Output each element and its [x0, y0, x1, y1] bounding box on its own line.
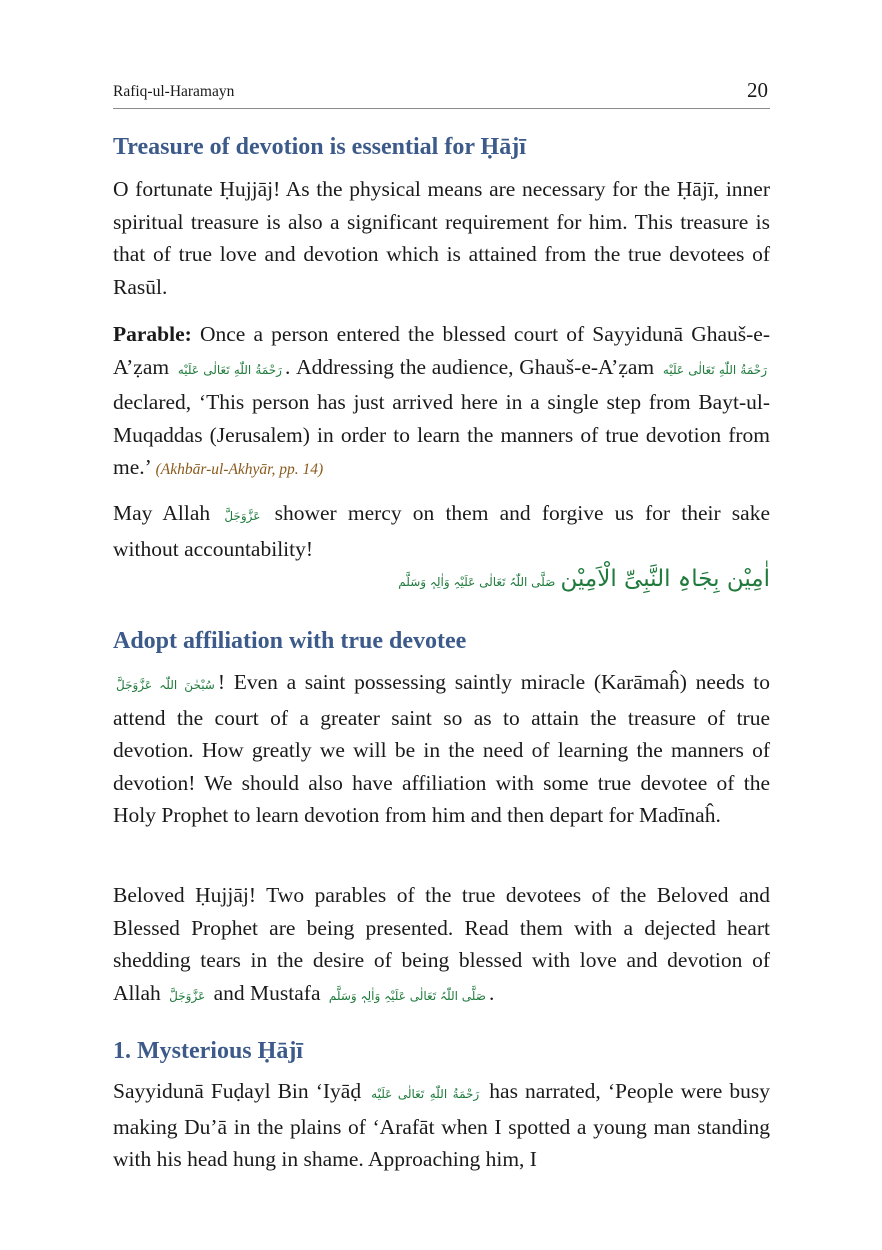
dua-ameen-text: اٰمِیْن بِجَاہِ النَّبِیِّ الْاَمِیْن	[560, 566, 770, 592]
honorific-salawat: صَلَّی اللّٰہُ تَعَالٰی عَلَیْہِ وَاٰلِہٖ وَسَلَّم	[328, 988, 486, 1003]
saint-text: ! Even a saint possessing saintly miracle (Karāmaĥ) needs to attend the court of a greater saint so as to attain the treasure of true devotion. How greatly we will be in the need of learning the manners of devotion! We should also have affiliation with some true devotee of the Holy Prophet to learn devotion from him and then depart for Madīnaĥ.	[113, 670, 770, 827]
paragraph-fudayl	[113, 1075, 770, 1176]
page-number: 20	[747, 78, 768, 102]
section-heading-mysterious-haji: 1. Mysterious Ḥājī	[113, 1038, 303, 1064]
beloved-text-b: and Mustafa	[208, 980, 321, 1005]
honorific-rahmatullah: رَحْمَةُ اللّٰهِ تَعَالٰی عَلَیْه	[371, 1087, 480, 1101]
honorific-rahmatullah: رَحْمَةُ اللّٰهِ تَعَالٰی عَلَیْه	[177, 362, 282, 377]
paragraph-beloved-hujjaj	[113, 879, 770, 1012]
parable-text-c: declared, ‘This person has just arrived here in a single step from Bayt-ul-Muqaddas (Jerusalem) in order to learn the manners of true devotion from me.’	[113, 390, 770, 479]
parable-text-b: . Addressing the audience, Ghauš-e-A’ẓam	[284, 354, 655, 379]
parable-text-a: Once a person entered the blessed court of Sayyidunā Ghauš-e-A’ẓam	[113, 322, 770, 379]
dua-salawat: صَلَّی اللّٰہُ تَعَالٰی عَلَیْہِ وَاٰلِہٖ وَسَلَّم	[398, 575, 556, 589]
running-title: Rafiq-ul-Haramayn	[113, 83, 235, 100]
mercy-text-b: shower mercy on them and forgive us for their sake without accountability!	[113, 501, 770, 561]
fudayl-text-a: Sayyidunā Fuḍayl Bin ‘Iyāḍ	[113, 1079, 362, 1103]
citation: (Akhbār-ul-Akhyār, pp. 14)	[155, 461, 324, 478]
paragraph-saint	[113, 666, 770, 832]
page-header	[113, 78, 770, 109]
dua-ameen	[392, 566, 770, 592]
section-heading-affiliation: Adopt affiliation with true devotee	[113, 628, 467, 654]
fudayl-text-b: has narrated, ‘People were busy making Du’ā in the plains of ‘Arafāt when I spotted a young man standing with his head hung in shame. Approaching him, I	[113, 1079, 771, 1171]
honorific-rahmatullah: رَحْمَةُ اللّٰهِ تَعَالٰی عَلَیْه	[662, 362, 768, 377]
section-heading-treasure: Treasure of devotion is essential for Ḥājī	[113, 134, 526, 160]
paragraph-parable	[113, 318, 770, 487]
paragraph-mercy	[113, 497, 770, 565]
paragraph-fortunate-hujjaj: O fortunate Ḥujjāj! As the physical means are necessary for the Ḥājī, inner spiritual treasure is also a significant requirement for him. This treasure is that of true love and devotion which is attained from the true devotees of Rasūl.	[113, 177, 770, 299]
honorific-azzawajal: عَزَّوَجَلَّ	[224, 509, 261, 523]
parable-label: Parable:	[113, 322, 192, 346]
beloved-text-a: Beloved Ḥujjāj! Two parables of the true devotees of the Beloved and Blessed Prophet are being presented. Read them with a dejected heart shedding tears in the desire of being blessed with love and devotion of Allah	[113, 883, 770, 1005]
beloved-text-c: .	[488, 980, 495, 1005]
honorific-azzawajal: عَزَّوَجَلَّ	[169, 988, 206, 1003]
honorific-subhanallah: سُبْحٰنَ اللّٰہ عَزَّوَجَلَّ	[116, 678, 215, 692]
mercy-text-a: May Allah	[113, 501, 211, 525]
